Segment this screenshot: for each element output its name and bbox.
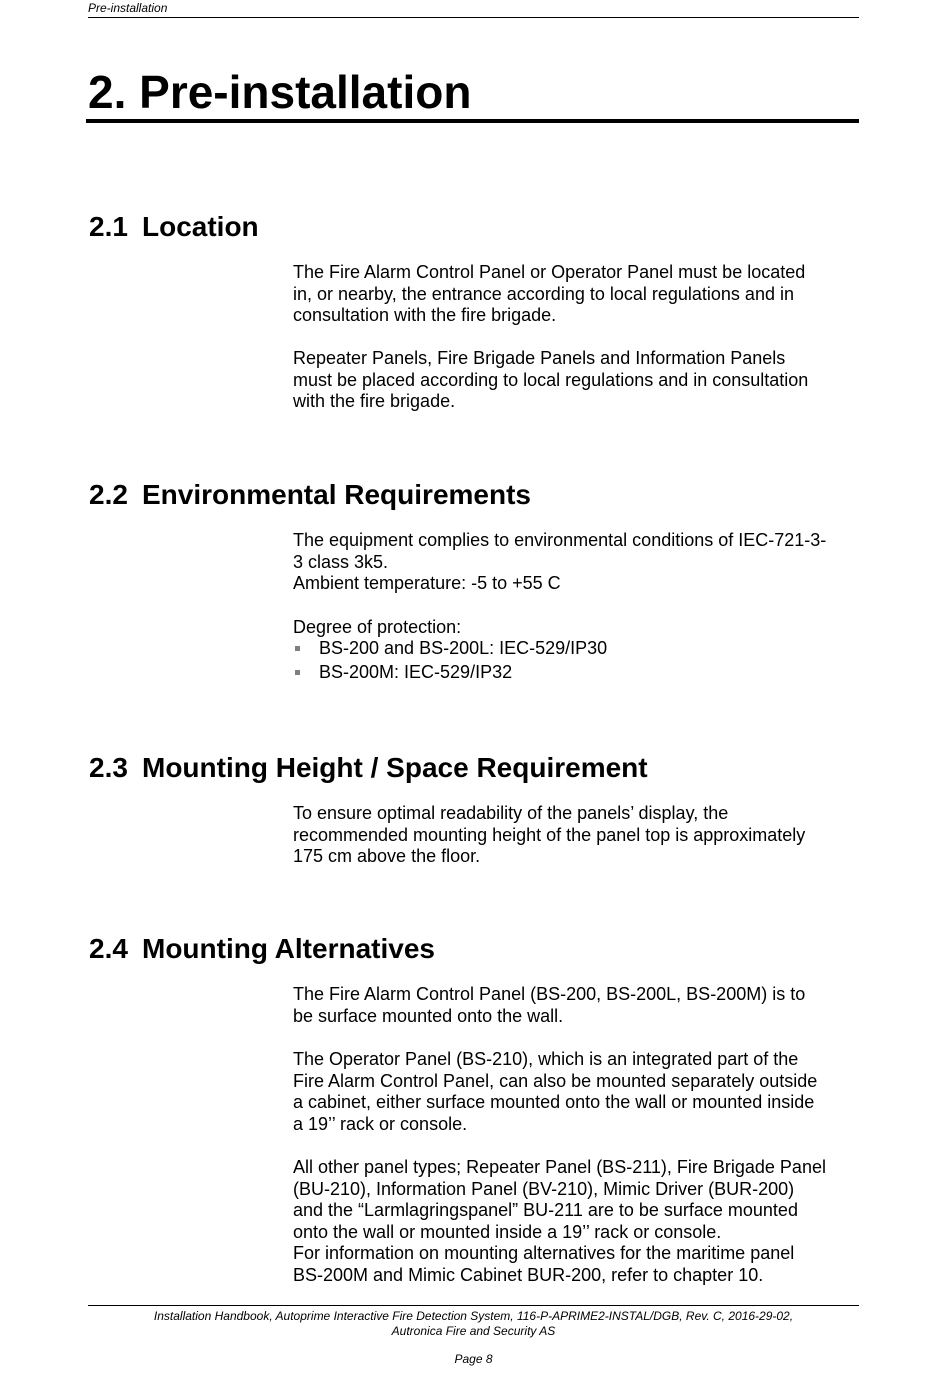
environmental-paragraph-1 [293, 530, 863, 595]
section-heading-mounting-alternatives [89, 932, 435, 966]
list-item [293, 637, 863, 661]
text-line: Degree of protection: [293, 617, 462, 637]
text-line: To ensure optimal readability of the panels’ display, the [293, 803, 729, 823]
section-number: 2.1 [89, 211, 128, 242]
bullet-square-icon [295, 670, 300, 675]
environmental-paragraph-2 [293, 617, 863, 639]
text-line: The Fire Alarm Control Panel (BS-200, BS-200L, BS-200M) is to [293, 984, 806, 1004]
section-title: Environmental Requirements [142, 479, 531, 510]
text-line: All other panel types; Repeater Panel (BS-211), Fire Brigade Panel [293, 1157, 826, 1177]
text-line: For information on mounting alternatives for the maritime panel [293, 1243, 795, 1263]
text-line: The Fire Alarm Control Panel or Operator Panel must be located [293, 262, 806, 282]
section-heading-mounting-height [89, 751, 648, 785]
list-item-text: BS-200 and BS-200L: IEC-529/IP30 [319, 638, 608, 658]
text-line: The equipment complies to environmental conditions of IEC-721-3- [293, 530, 827, 550]
text-line: BS-200M and Mimic Cabinet BUR-200, refer to chapter 10. [293, 1264, 764, 1285]
text-line: 3 class 3k5. [293, 551, 389, 572]
text-line: consultation with the fire brigade. [293, 305, 557, 325]
text-line: Ambient temperature: -5 to +55 C [293, 573, 561, 593]
location-paragraph-2 [293, 348, 863, 413]
text-line: a 19’’ rack or console. [293, 1113, 468, 1134]
text-line: in, or nearby, the entrance according to local regulations and in [293, 283, 794, 304]
mounting-height-paragraph-1 [293, 803, 863, 868]
bullet-square-icon [295, 646, 300, 651]
section-title: Location [142, 211, 259, 242]
footer-line: Autronica Fire and Security AS [391, 1323, 556, 1338]
text-line: recommended mounting height of the panel top is approximately [293, 824, 806, 845]
text-line: be surface mounted onto the wall. [293, 1005, 564, 1026]
mounting-alternatives-paragraph-3 [293, 1157, 863, 1286]
section-title: Mounting Alternatives [142, 933, 435, 964]
mounting-alternatives-paragraph-1 [293, 984, 863, 1027]
text-line: must be placed according to local regulations and in consultation [293, 369, 809, 390]
list-item [293, 661, 863, 685]
mounting-alternatives-paragraph-2 [293, 1049, 863, 1135]
header-rule [88, 17, 859, 18]
chapter-title: 2. Pre-installation [88, 66, 472, 118]
text-line: and the “Larmlagringspanel” BU-211 are to be surface mounted [293, 1200, 798, 1220]
section-number: 2.4 [89, 933, 128, 964]
footer-line: Installation Handbook, Autoprime Interactive Fire Detection System, 116-P-APRIME2-INSTAL/DGB, Rev. C, 2016-29-02, [153, 1309, 794, 1323]
section-number: 2.3 [89, 752, 128, 783]
text-line: (BU-210), Information Panel (BV-210), Mimic Driver (BUR-200) [293, 1178, 795, 1199]
section-title: Mounting Height / Space Requirement [142, 752, 648, 783]
section-heading-location [89, 210, 259, 244]
text-line: The Operator Panel (BS-210), which is an integrated part of the [293, 1049, 799, 1069]
text-line: a cabinet, either surface mounted onto the wall or mounted inside [293, 1092, 815, 1112]
chapter-title-rule [86, 119, 859, 123]
protection-degree-list [293, 637, 863, 685]
text-line: with the fire brigade. [293, 391, 456, 411]
section-heading-environmental-requirements [89, 478, 531, 512]
text-line: Repeater Panels, Fire Brigade Panels and Information Panels [293, 348, 786, 368]
text-line: onto the wall or mounted inside a 19’’ rack or console. [293, 1221, 722, 1242]
text-line: 175 cm above the floor. [293, 846, 481, 866]
running-header: Pre-installation [88, 1, 168, 15]
footer-rule [88, 1305, 859, 1306]
section-number: 2.2 [89, 479, 128, 510]
page-number: Page 8 [454, 1352, 493, 1366]
footer-citation [88, 1309, 859, 1338]
location-paragraph-1 [293, 262, 863, 327]
text-line: Fire Alarm Control Panel, can also be mounted separately outside [293, 1070, 818, 1091]
list-item-text: BS-200M: IEC-529/IP32 [319, 662, 513, 682]
